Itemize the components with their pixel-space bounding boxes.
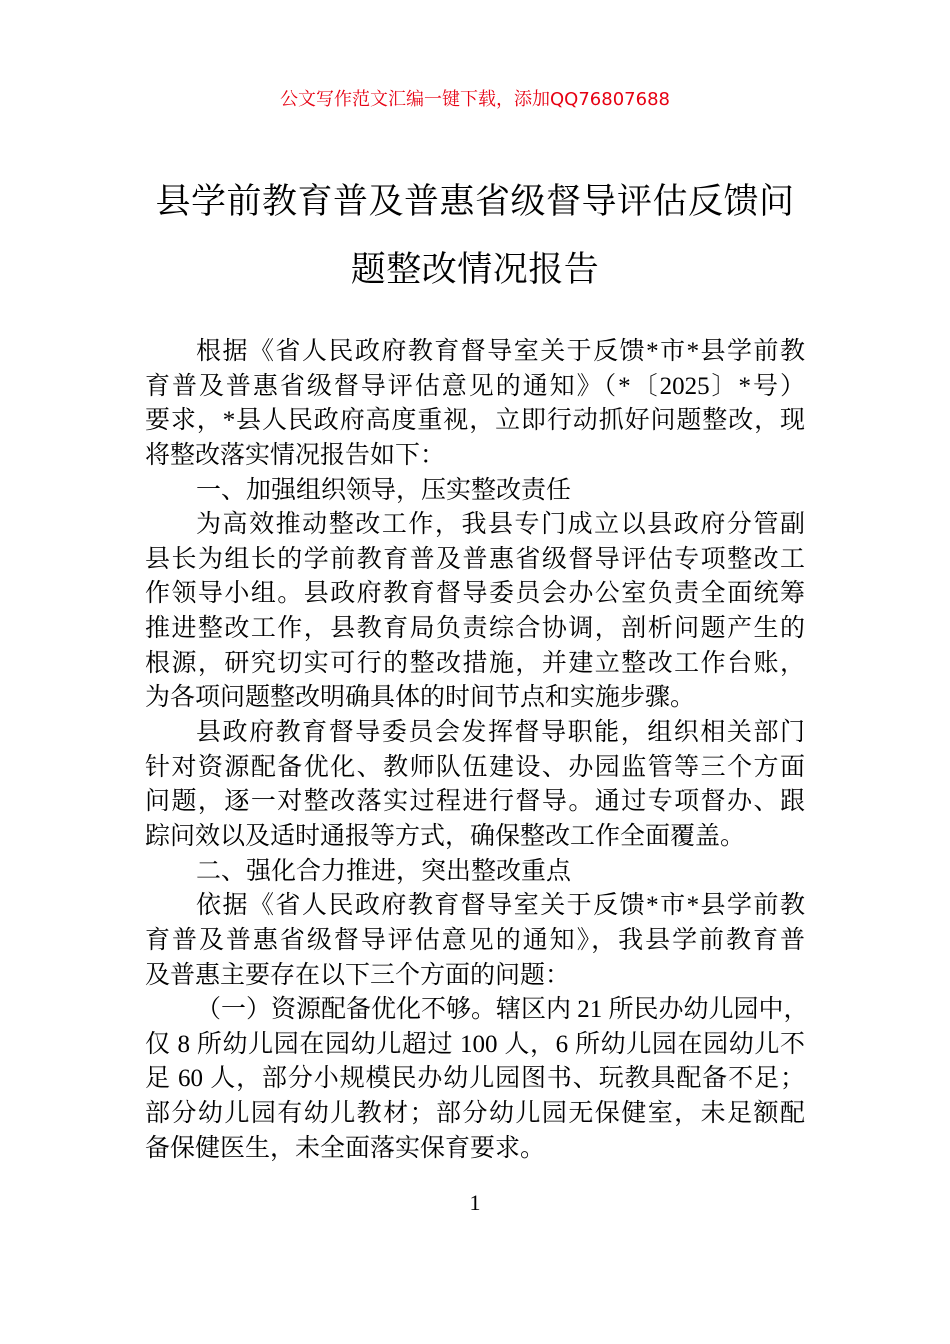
paragraph-line: 根据《省人民政府教育督导室关于反馈*市*县学前教: [196, 338, 805, 365]
section-heading: 二、强化合力推进，突出整改重点: [196, 857, 572, 885]
paragraph-line: 及普惠主要存在以下三个方面的问题：: [145, 961, 571, 989]
paragraph-line: 部分幼儿园有幼儿教材；部分幼儿园无保健室，未足额配: [145, 1100, 805, 1128]
paragraph-line: （一）资源配备优化不够。辖区内 21 所民办幼儿园中，: [196, 996, 809, 1024]
paragraph-line: 针对资源配备优化、教师队伍建设、办园监管等三个方面: [145, 753, 805, 781]
paragraph-line: 要求，*县人民政府高度重视，立即行动抓好问题整改，现: [145, 407, 805, 435]
paragraph-line: 根源，研究切实可行的整改措施，并建立整改工作台账，: [145, 649, 805, 677]
paragraph-line: 育普及普惠省级督导评估意见的通知》（*〔2025〕*号）: [145, 372, 805, 400]
page-number: 1: [469, 1190, 481, 1215]
paragraph-line: 育普及普惠省级督导评估意见的通知》，我县学前教育普: [145, 926, 805, 954]
document-body: [145, 335, 809, 1166]
paragraph-line: 仅 8 所幼儿园在园幼儿超过 100 人，6 所幼儿园在园幼儿不: [145, 1030, 805, 1058]
section-heading: 一、加强组织领导，压实整改责任: [196, 476, 572, 504]
paragraph-line: 为高效推动整改工作，我县专门成立以县政府分管副: [196, 511, 805, 539]
paragraph-line: 县政府教育督导委员会发挥督导职能，组织相关部门: [196, 719, 805, 747]
document-title-line-1: 县学前教育普及普惠省级督导评估反馈问: [155, 182, 795, 222]
paragraph-line: 足 60 人，部分小规模民办幼儿园图书、玩教具配备不足；: [145, 1065, 805, 1093]
paragraph-line: 作领导小组。县政府教育督导委员会办公室负责全面统筹: [145, 580, 805, 608]
paragraph-line: 备保健医生，未全面落实保育要求。: [145, 1134, 546, 1162]
paragraph-line: 踪问效以及适时通报等方式，确保整改工作全面覆盖。: [145, 822, 746, 850]
paragraph-line: 县长为组长的学前教育普及普惠省级督导评估专项整改工: [145, 545, 805, 573]
download-watermark: 公文写作范文汇编一键下载，添加QQ76807688: [280, 89, 670, 110]
paragraph-line: 问题，逐一对整改落实过程进行督导。通过专项督办、跟: [145, 788, 805, 816]
document-title-line-2: 题整改情况报告: [350, 250, 600, 290]
paragraph-line: 依据《省人民政府教育督导室关于反馈*市*县学前教: [196, 892, 805, 920]
paragraph-line: 将整改落实情况报告如下：: [145, 441, 446, 469]
paragraph-line: 推进整改工作，县教育局负责综合协调，剖析问题产生的: [145, 615, 805, 643]
paragraph-line: 为各项问题整改明确具体的时间节点和实施步骤。: [145, 684, 696, 712]
